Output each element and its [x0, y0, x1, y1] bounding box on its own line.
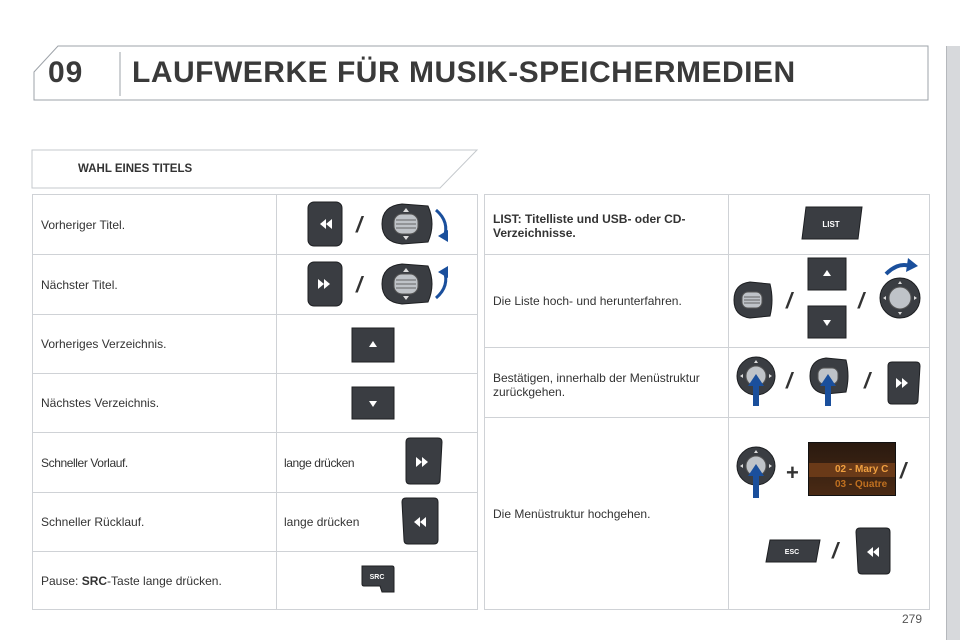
row-hint: lange drücken — [284, 515, 360, 529]
src-button-icon — [360, 564, 396, 596]
fast-forward-button-icon — [404, 436, 444, 486]
separator-slash: / — [832, 538, 839, 563]
section-frame — [0, 0, 500, 200]
left-table — [32, 194, 478, 610]
rotary-knob-press-icon — [734, 446, 780, 500]
up-button-icon — [352, 328, 394, 362]
row-label: Nächster Titel. — [41, 277, 118, 292]
side-tab — [946, 46, 960, 640]
rewind-button-icon — [400, 496, 440, 546]
separator-slash: / — [900, 458, 907, 483]
list-button-icon — [800, 205, 866, 241]
up-down-buttons-icon — [808, 258, 848, 340]
row-label: Bestätigen, innerhalb der Menüstruktur zurückgehen. — [493, 371, 700, 399]
label-prefix: Pause: — [41, 573, 79, 588]
row-label: Nächstes Verzeichnis. — [41, 396, 160, 410]
chapter-number: 09 — [48, 56, 84, 89]
separator-slash: / — [786, 368, 793, 393]
row-label: Schneller Vorlauf. — [41, 455, 128, 470]
page-title: LAUFWERKE FÜR MUSIK-SPEICHERMEDIEN — [132, 56, 796, 89]
table-row — [33, 315, 477, 374]
label-suffix: -Taste lange drücken. — [107, 573, 222, 588]
row-label: Die Menüstruktur hochgehen. — [493, 506, 651, 521]
next-track-button-icon — [306, 260, 346, 308]
previous-track-button-icon — [306, 200, 346, 248]
row-label: Vorheriger Titel. — [41, 217, 126, 232]
separator-slash: / — [858, 288, 865, 313]
row-label — [41, 552, 222, 609]
steering-wheel-control-icon — [378, 200, 458, 248]
table-row — [33, 552, 477, 609]
list-button-label: LIST — [822, 220, 840, 229]
row-label: Vorheriges Verzeichnis. — [41, 337, 167, 351]
rotary-knob-rotate-icon — [876, 256, 926, 322]
separator-slash: / — [786, 288, 793, 313]
row-hint: lange drücken — [284, 455, 355, 470]
table-row — [485, 348, 929, 418]
src-button-label: SRC — [369, 574, 385, 581]
display-screen — [808, 442, 896, 496]
separator-slash: / — [356, 272, 363, 297]
separator-slash: / — [356, 212, 363, 237]
rewind-button-icon — [854, 526, 894, 576]
table-row — [33, 374, 477, 433]
display-line-2: 03 - Quatre — [835, 479, 888, 490]
display-line-1: 02 - Mary C — [835, 464, 889, 475]
esc-button-label: ESC — [784, 549, 800, 556]
row-label: LIST: Titelliste und USB- oder CD-Verzeichnisse. — [493, 212, 686, 240]
down-button-icon — [352, 387, 394, 419]
steering-wheel-control-icon — [730, 280, 776, 320]
steering-wheel-press-icon — [806, 356, 852, 408]
esc-button-icon — [764, 538, 822, 564]
next-track-button-icon — [886, 360, 922, 406]
page-number: 279 — [902, 612, 923, 626]
section-title: WAHL EINES TITELS — [78, 163, 193, 175]
separator-plus: + — [786, 460, 799, 485]
steering-wheel-control-icon — [378, 260, 458, 308]
row-label: Die Liste hoch- und herunterfahren. — [493, 294, 682, 308]
row-label: Schneller Rücklauf. — [41, 515, 145, 529]
rotary-knob-press-icon — [734, 356, 780, 408]
separator-slash: / — [864, 368, 871, 393]
label-key: SRC — [81, 573, 108, 588]
